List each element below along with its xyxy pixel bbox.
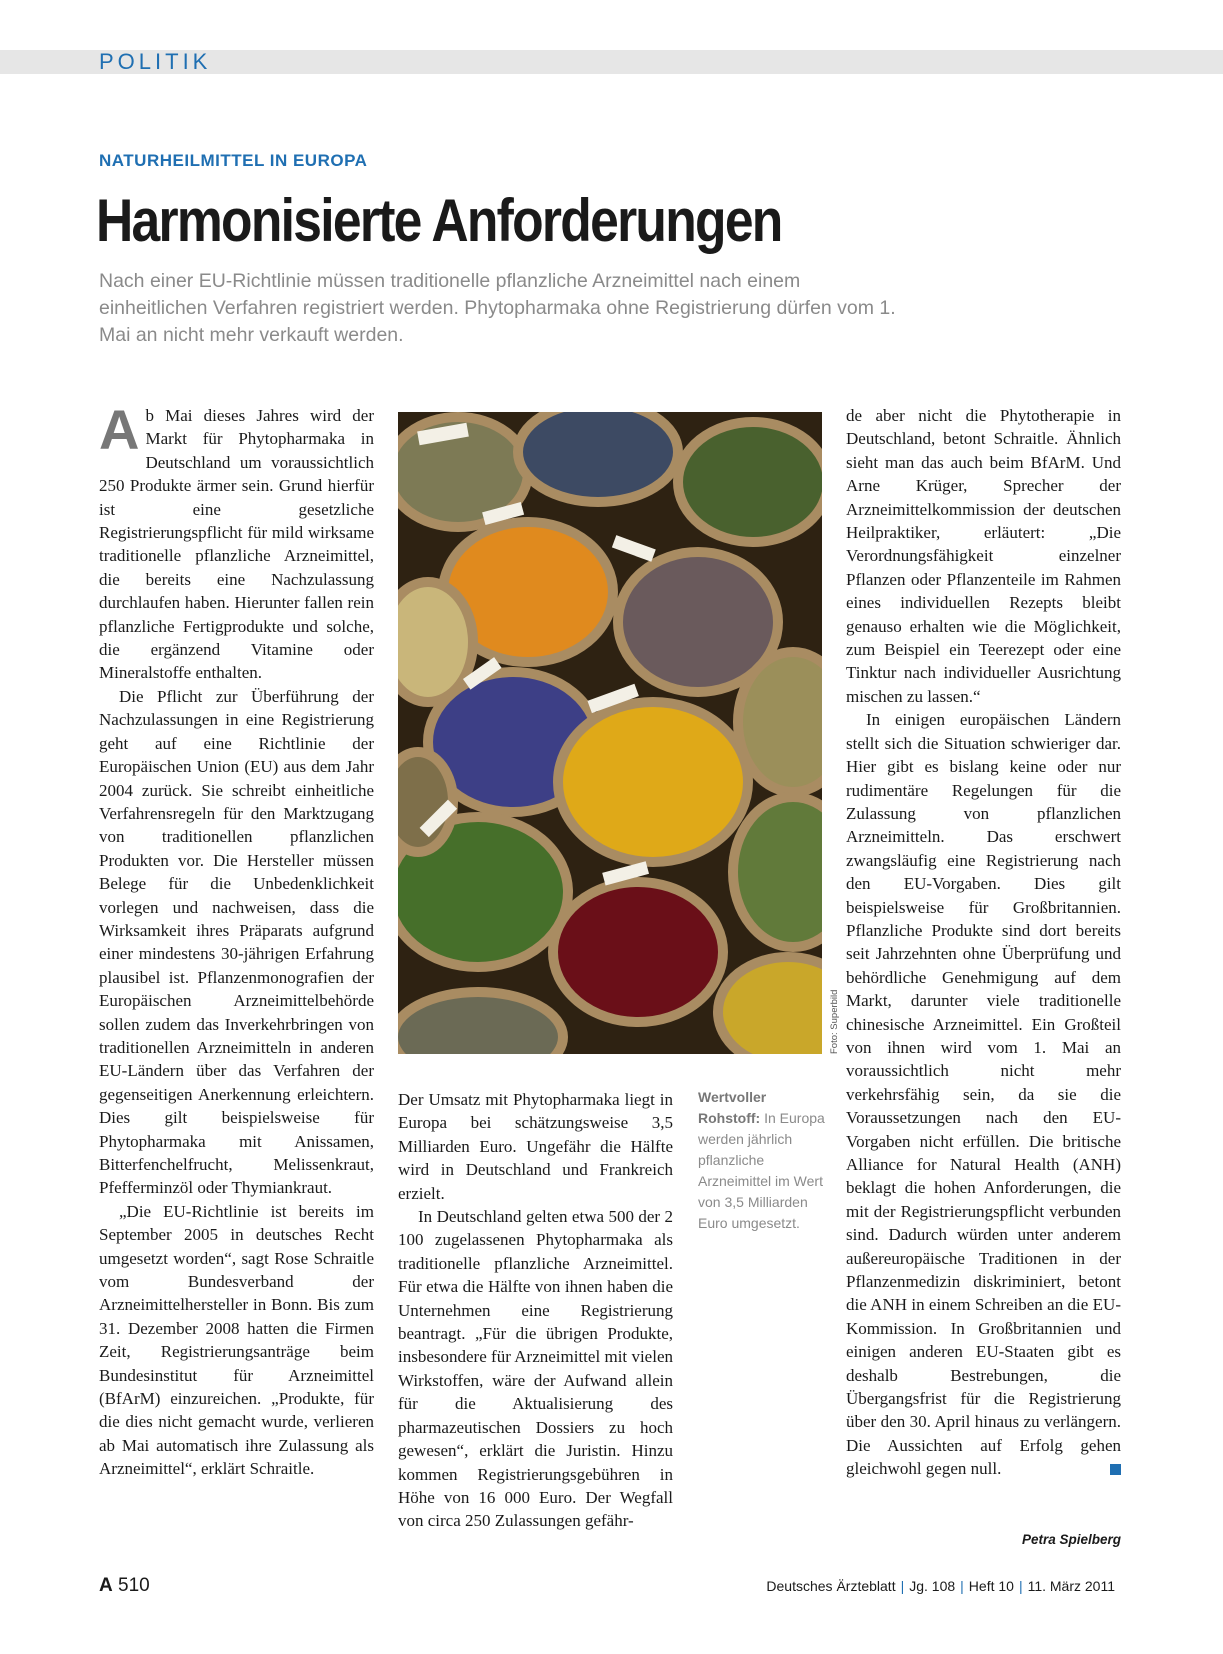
caption-text: In Europa werden jährlich pflanzliche Arzneimittel im Wert von 3,5 Milliarden Euro umgesetzt. [698,1110,825,1231]
paragraph: Ab Mai dieses Jahres wird der Markt für Phytopharmaka in Deutschland um voraussichtlich 250 Produkte ärmer sein. Grund hierfür ist eine gesetzliche Registrierungspflicht für mild wirksame traditionelle pflanzliche Arzneimittel, die bereits eine Nachzulassung durchlaufen haben. Hierunter fallen rein pflanzliche Fertigprodukte und solche, die ergänzend Vitamine oder Mineralstoffe enthalten. [99,398,374,683]
headline: Harmonisierte Anforderungen [96,187,782,254]
paragraph: Die Pflicht zur Überführung der Nachzulassungen in eine Registrierung geht auf eine Richtlinie der Europäischen Union (EU) aus dem Jahr 2004 zurück. Sie schreibt einheitliche Verfahrensregeln für den Marktzugang von traditionellen pflanzlichen Produkten vor. Die Hersteller müssen Belege für die Unbedenklichkeit vorlegen und nachweisen, dass die Wirksamkeit ihres Präparats aufgrund einer mindestens 30-jährigen Erfahrung plausibel ist. Pflanzenmonografien der Europäischen Arzneimittelbehörde sollen zudem das Inverkehrbringen von traditionellen Arzneimitteln in anderen EU-Ländern über das Verfahren der gegenseitigen Anerkennung erleichtern. Dies gilt beispielsweise für Phytopharmaka mit Anissamen, Bitterfenchelfrucht, Melissenkraut, Pfefferminzöl oder Thymiankraut. [99,686,374,1198]
paragraph: de aber nicht die Phytotherapie in Deutschland, betont Schraitle. Ähnlich sieht man das auch beim BfArM. Und Arne Krüger, Sprecher der Arzneimittelkommission der deutschen Heilpraktiker, erläutert: „Die Verordnungsfähigkeit einzelner Pflanzen oder Pflanzenteile im Rahmen eines individuellen Rezepts bleibt genauso erhalten wie die Möglichkeit, zum Beispiel ein Teerezept oder eine Tinktur nach individueller Ausrichtung mischen zu lassen.“ [846,406,1121,706]
photo-credit: Foto: Superbild [829,989,840,1054]
paragraph: Der Umsatz mit Phytopharmaka liegt in Europa bei schätzungsweise 3,5 Milliarden Euro. Ungefähr die Hälfte wird in Deutschland und Frankreich erzielt. [398,1090,673,1203]
body-column-1 [99,398,374,1481]
body-column-3 [846,404,1121,1481]
journal-info: Deutsches Ärzteblatt | Jg. 108 | Heft 10 | 11. März 2011 [766,1578,1115,1594]
paragraph: „Die EU-Richtlinie ist bereits im September 2005 in deutsches Recht umgesetzt worden“, sagt Rose Schraitle vom Bundesverband der Arzneimittelhersteller in Bonn. Bis zum 31. Dezember 2008 hatten die Firmen Zeit, Registrierungsanträge beim Bundesinstitut für Arzneimittel (BfArM) einzureichen. „Produkte, für die dies nicht gemacht wurde, verlieren ab Mai automatisch ihre Zulassung als Arzneimittel“, erklärt Schraitle. [99,1201,374,1479]
section-label: POLITIK [99,49,212,74]
paragraph: In einigen europäischen Ländern stellt sich die Situation schwieriger dar. Hier gibt es bislang keine oder nur rudimentäre Regelungen für die Zulassung von pflanzlichen Arzneimitteln. Das erschwert zwangsläufig eine Registrierung nach den EU-Vorgaben. Dies gilt beispielsweise für Großbritannien. Pflanzliche Produkte sind dort bereits seit Jahrzehnten ohne Überprüfung und behördliche Genehmigung auf dem Markt, darunter viele traditionelle chinesische Arzneimittel. Ein Großteil von ihnen wird vom 1. Mai an voraussichtlich nicht mehr verkehrsfähig sein, da sie die Voraussetzungen nach den EU-Vorgaben nicht erfüllen. Die britische Alliance for Natural Health (ANH) beklagt die hohen Anforderungen, die mit der Registrierungspflicht verbunden sind. Dadurch würden unter anderem außereuropäische Traditionen in der Pflanzenmedizin diskriminiert, betont die ANH in einem Schreiben an die EU-Kommission. In Großbritannien und einigen anderen EU-Staaten gibt es deshalb Bestrebungen, die Übergangsfrist für die Registrierung über den 30. April hinaus zu verlängern. Die Aussichten auf Erfolg gehen gleichwohl gegen null. [846,710,1121,1479]
body-column-2 [398,1088,673,1533]
journal-issue: Heft 10 [968,1578,1014,1594]
end-mark [1110,1464,1121,1475]
lead-paragraph: Nach einer EU-Richtlinie müssen traditionelle pflanzliche Arzneimittel nach einem einheitlichen Verfahren registriert werden. Phytopharmaka ohne Registrierung dürfen vom 1. Mai an nicht mehr verkauft werden. [99,270,896,346]
author: Petra Spielberg [1021,1532,1121,1547]
drop-cap: A [99,398,140,461]
journal-date: 11. März 2011 [1027,1578,1115,1594]
kicker: NATURHEILMITTEL IN EUROPA [99,151,368,170]
journal-volume: Jg. 108 [909,1578,956,1594]
herbs-photo [398,412,822,1054]
paragraph: In Deutschland gelten etwa 500 der 2 100 zugelassenen Phytopharmaka als traditionelle pflanzliche Arzneimittel. Für etwa die Hälfte von ihnen haben die Unternehmen eine Registrierung beantragt. „Für die übrigen Produkte, insbesondere für Arzneimittel mit vielen Wirkstoffen, wäre der Aufwand allein für die Aktualisierung des pharmazeutischen Dossiers zu hoch gewesen“, erklärt die Juristin. Hinzu kommen Registrierungsgebühren in Höhe von 16 000 Euro. Der Wegfall von circa 250 Zulassungen gefähr- [398,1207,673,1531]
photo-caption [698,1087,826,1234]
caption-lead: Wertvoller Rohstoff: [698,1089,767,1126]
journal-name: Deutsches Ärzteblatt [766,1578,896,1594]
page-number: A 510 [99,1575,150,1596]
